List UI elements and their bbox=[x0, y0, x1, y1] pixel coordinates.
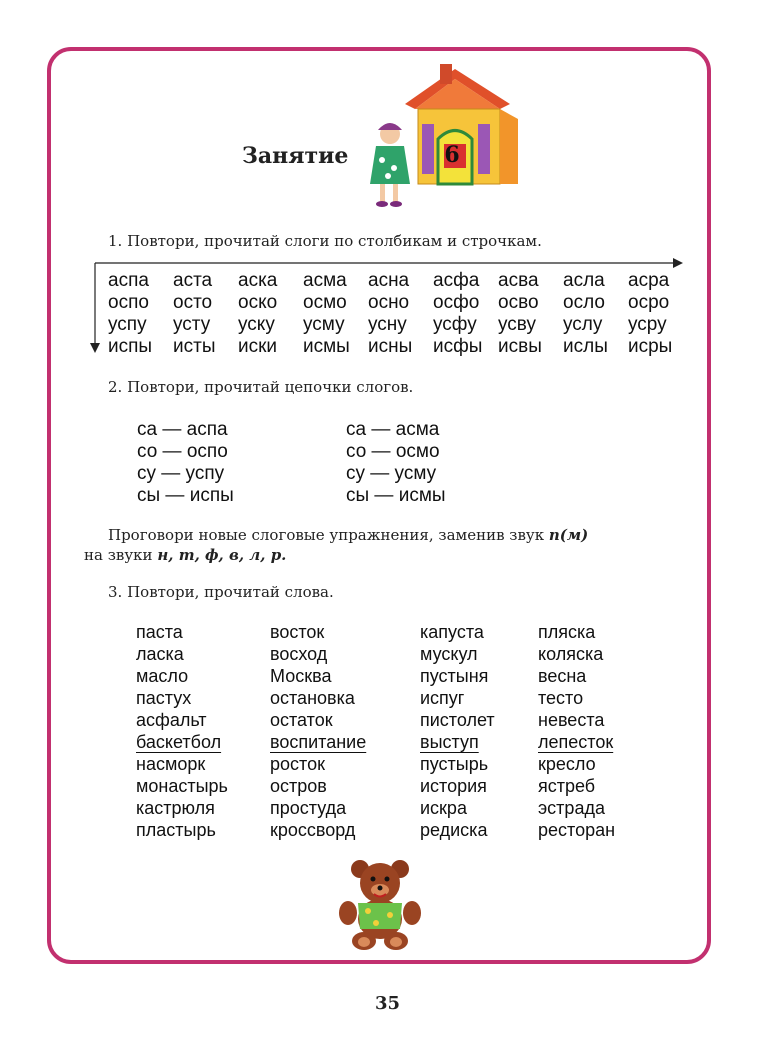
word: ласка bbox=[136, 644, 184, 664]
word: росток bbox=[270, 754, 325, 774]
word: пластырь bbox=[136, 820, 216, 840]
word-column-3 bbox=[420, 621, 495, 841]
grid-row bbox=[108, 292, 693, 314]
syllable: осло bbox=[563, 292, 605, 313]
syllable: усру bbox=[628, 314, 667, 335]
word: простуда bbox=[270, 798, 347, 818]
syllable: осно bbox=[368, 292, 410, 313]
syllable: асра bbox=[628, 270, 670, 291]
syllable: оспо bbox=[108, 292, 149, 313]
task1-instruction: 1. Повтори, прочитай слоги по столбикам и строчкам. bbox=[108, 232, 542, 250]
syllable: осро bbox=[628, 292, 670, 313]
word: коляска bbox=[538, 644, 604, 664]
word: невеста bbox=[538, 710, 605, 730]
note-text: на звуки bbox=[84, 546, 158, 564]
word: насморк bbox=[136, 754, 206, 774]
task3-instruction: 3. Повтори, прочитай слова. bbox=[108, 583, 334, 601]
syllable: осво bbox=[498, 292, 539, 313]
grid-row bbox=[108, 336, 693, 358]
syllable: асфа bbox=[433, 270, 480, 291]
task2-instruction: 2. Повтори, прочитай цепочки слогов. bbox=[108, 378, 414, 396]
syllable: асва bbox=[498, 270, 539, 291]
chain-item: са — аспа bbox=[137, 419, 228, 440]
note-sound: п(м) bbox=[548, 526, 589, 544]
syllable: осфо bbox=[433, 292, 480, 313]
syllable: осмо bbox=[303, 292, 347, 313]
word: баскетбол bbox=[136, 732, 222, 752]
word: восход bbox=[270, 644, 328, 664]
word: испуг bbox=[420, 688, 465, 708]
word: остановка bbox=[270, 688, 355, 708]
word: пастух bbox=[136, 688, 192, 708]
word: пустырь bbox=[420, 754, 489, 774]
note-text: Проговори новые слоговые упражнения, заменив звук bbox=[108, 526, 549, 544]
word: воспитание bbox=[270, 732, 367, 752]
syllable: асла bbox=[563, 270, 605, 291]
note-line-2 bbox=[84, 546, 286, 564]
word: остров bbox=[270, 776, 327, 796]
word: Москва bbox=[270, 666, 332, 686]
teddy-bear-illustration bbox=[330, 855, 430, 955]
word: кроссворд bbox=[270, 820, 356, 840]
syllable: услу bbox=[563, 314, 603, 335]
word: кресло bbox=[538, 754, 596, 774]
grid-row bbox=[108, 314, 693, 336]
chain-item: со — осмо bbox=[346, 441, 440, 462]
word: лепесток bbox=[538, 732, 614, 752]
word: остаток bbox=[270, 710, 333, 730]
syllable: усму bbox=[303, 314, 345, 335]
word: капуста bbox=[420, 622, 484, 642]
syllable: успу bbox=[108, 314, 147, 335]
word: редиска bbox=[420, 820, 488, 840]
word: выступ bbox=[420, 732, 479, 752]
syllable: усву bbox=[498, 314, 536, 335]
chain-column-1 bbox=[137, 419, 234, 507]
chain-item: су — успу bbox=[137, 463, 225, 484]
chain-item: су — усму bbox=[346, 463, 437, 484]
note-line-1 bbox=[108, 526, 588, 544]
chain-item: со — оспо bbox=[137, 441, 228, 462]
word: асфальт bbox=[136, 710, 207, 730]
word-column-4 bbox=[538, 621, 615, 841]
syllable: исры bbox=[628, 336, 673, 357]
word: пляска bbox=[538, 622, 596, 642]
syllable: исфы bbox=[433, 336, 483, 357]
lesson-title: Занятие bbox=[242, 143, 349, 169]
word: масло bbox=[136, 666, 189, 686]
word: паста bbox=[136, 622, 183, 642]
word: пистолет bbox=[420, 710, 495, 730]
word: восток bbox=[270, 622, 325, 642]
syllable: исмы bbox=[303, 336, 350, 357]
grid-row bbox=[108, 270, 693, 292]
syllable: осто bbox=[173, 292, 213, 313]
syllable: аска bbox=[238, 270, 278, 291]
word: кастрюля bbox=[136, 798, 215, 818]
lesson-number: 6 bbox=[444, 142, 460, 168]
syllable-grid bbox=[108, 270, 693, 358]
word: история bbox=[420, 776, 487, 796]
chain-column-2 bbox=[346, 419, 446, 507]
note-sounds: н, т, ф, в, л, р. bbox=[157, 546, 287, 564]
syllable: усну bbox=[368, 314, 407, 335]
syllable: асма bbox=[303, 270, 347, 291]
syllable: исвы bbox=[498, 336, 542, 357]
word: монастырь bbox=[136, 776, 228, 796]
chain-item: сы — испы bbox=[137, 485, 234, 506]
syllable: испы bbox=[108, 336, 153, 357]
syllable: исны bbox=[368, 336, 413, 357]
syllable: оско bbox=[238, 292, 278, 313]
syllable: усту bbox=[173, 314, 211, 335]
house-illustration bbox=[360, 64, 520, 214]
syllable: уску bbox=[238, 314, 275, 335]
word: эстрада bbox=[538, 798, 605, 818]
syllable: усфу bbox=[433, 314, 477, 335]
word: искра bbox=[420, 798, 467, 818]
word: пустыня bbox=[420, 666, 489, 686]
word: ресторан bbox=[538, 820, 616, 840]
syllable: ислы bbox=[563, 336, 608, 357]
word-column-1 bbox=[136, 621, 228, 841]
word-column-2 bbox=[270, 621, 366, 841]
word: весна bbox=[538, 666, 587, 686]
word: ястреб bbox=[538, 776, 596, 796]
syllable: асна bbox=[368, 270, 410, 291]
syllable: аста bbox=[173, 270, 213, 291]
word: тесто bbox=[538, 688, 584, 708]
syllable: аспа bbox=[108, 270, 149, 291]
chain-item: са — асма bbox=[346, 419, 440, 440]
syllable: иски bbox=[238, 336, 278, 357]
chain-item: сы — исмы bbox=[346, 485, 446, 506]
page-number: 35 bbox=[374, 993, 401, 1014]
syllable: исты bbox=[173, 336, 216, 357]
word: мускул bbox=[420, 644, 478, 664]
